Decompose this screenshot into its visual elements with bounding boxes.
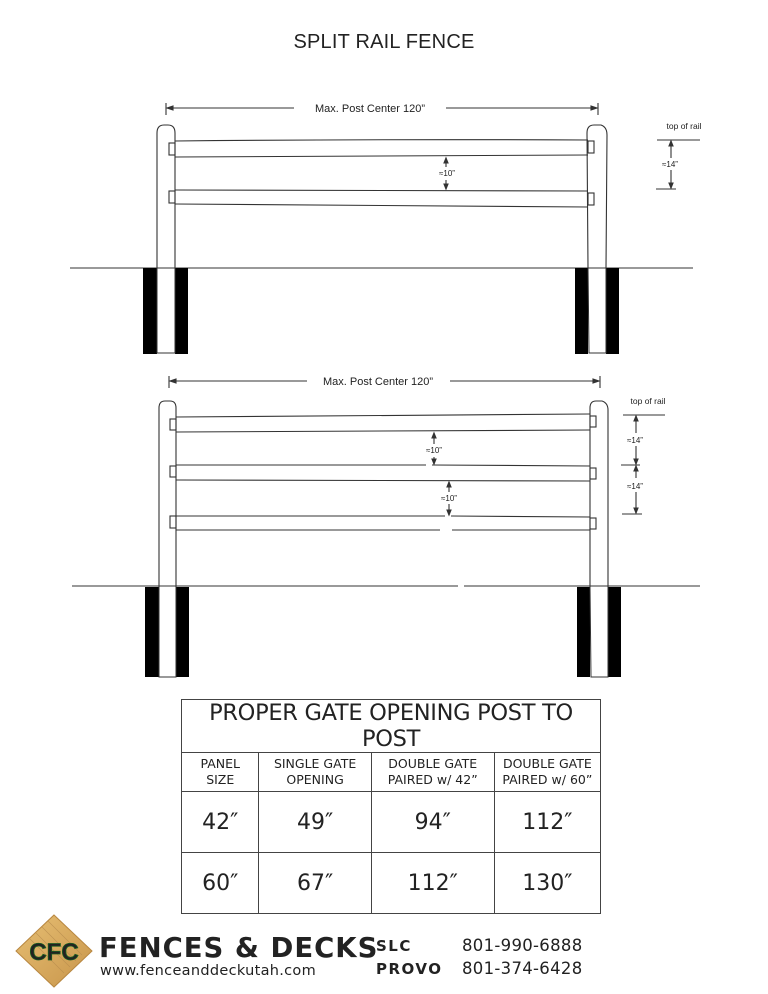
cell: 94″ [371, 792, 494, 853]
cell: 49″ [259, 792, 371, 853]
cell: 112″ [494, 792, 600, 853]
header-double-gate-42: DOUBLE GATE PAIRED w/ 42” [371, 753, 494, 792]
brand-name: FENCES & DECKS [99, 932, 379, 964]
logo-text: CFC [29, 939, 79, 966]
cell: 67″ [259, 853, 371, 914]
rail-height-label-2: ≈14” [627, 482, 643, 491]
header-single-gate: SINGLE GATE OPENING [259, 753, 371, 792]
table-row [182, 792, 601, 853]
rail-gap-label-2: ≈10” [441, 494, 457, 503]
three-rail-fence-diagram [0, 360, 768, 690]
span-label: Max. Post Center 120” [314, 103, 426, 115]
table-header-row [182, 753, 601, 792]
cfc-logo-icon [14, 913, 94, 989]
cell: 112″ [371, 853, 494, 914]
header-double-gate-60: DOUBLE GATE PAIRED w/ 60” [494, 753, 600, 792]
rail-gap-label: ≈10” [439, 169, 455, 178]
span-label: Max. Post Center 120” [322, 376, 434, 388]
phone-provo[interactable]: 801-374-6428 [462, 959, 583, 978]
top-of-rail-label: top of rail [630, 396, 666, 406]
page-title: SPLIT RAIL FENCE [293, 31, 475, 53]
table-caption: PROPER GATE OPENING POST TO POST [182, 700, 601, 753]
cell: 42″ [182, 792, 259, 853]
location-slc: SLC [376, 937, 412, 955]
location-provo: PROVO [376, 960, 443, 978]
top-of-rail-label: top of rail [666, 121, 702, 131]
gate-opening-table [181, 699, 601, 914]
rail-height-label-1: ≈14” [627, 436, 643, 445]
rail-height-label: ≈14” [662, 160, 678, 169]
company-footer [0, 905, 768, 994]
cell: 60″ [182, 853, 259, 914]
header-panel-size: PANEL SIZE [182, 753, 259, 792]
rail-gap-label-1: ≈10” [426, 446, 442, 455]
phone-slc[interactable]: 801-990-6888 [462, 936, 583, 955]
website-link[interactable]: www.fenceanddeckutah.com [100, 963, 317, 979]
cell: 130″ [494, 853, 600, 914]
two-rail-fence-diagram [0, 0, 768, 360]
